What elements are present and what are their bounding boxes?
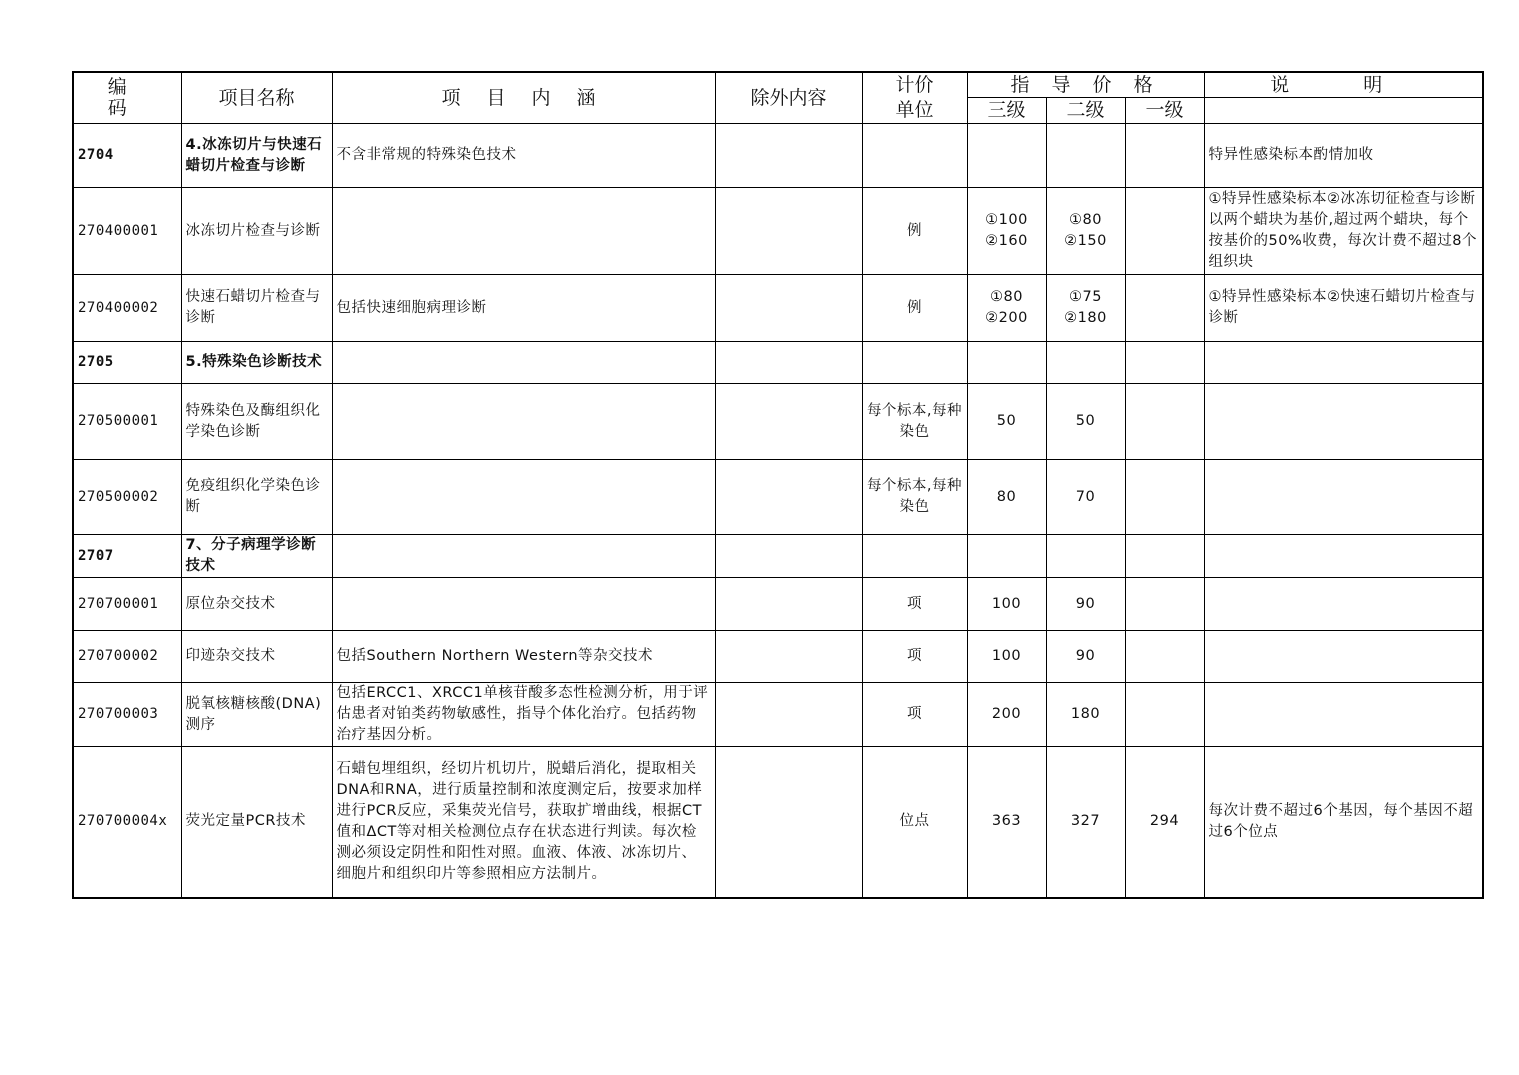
row-level2: 327 [1046, 747, 1125, 898]
row-code: 2705 [73, 342, 181, 384]
row-unit: 例 [862, 275, 967, 342]
row-code: 2704 [73, 124, 181, 188]
row-level3: 363 [967, 747, 1046, 898]
row-name: 原位杂交技术 [181, 578, 332, 631]
row-note [1204, 342, 1483, 384]
row-unit: 项 [862, 578, 967, 631]
row-note [1204, 460, 1483, 535]
header-exclusion: 除外内容 [715, 72, 862, 124]
row-note: 每次计费不超过6个基因，每个基因不超过6个位点 [1204, 747, 1483, 898]
row-code: 270700001 [73, 578, 181, 631]
row-level1 [1125, 384, 1204, 460]
header-level2: 二级 [1046, 98, 1125, 124]
table-row [73, 460, 1483, 535]
row-level3: 100 [967, 631, 1046, 683]
row-level3: 200 [967, 683, 1046, 747]
row-exclusion [715, 535, 862, 578]
row-content: 包括Southern Northern Western等杂交技术 [332, 631, 715, 683]
table-row [73, 124, 1483, 188]
row-level1 [1125, 460, 1204, 535]
row-level2: 50 [1046, 384, 1125, 460]
row-name: 免疫组织化学染色诊断 [181, 460, 332, 535]
row-level2 [1046, 535, 1125, 578]
row-level2: 90 [1046, 578, 1125, 631]
row-level2 [1046, 342, 1125, 384]
row-content [332, 384, 715, 460]
row-content [332, 188, 715, 275]
row-level1: 294 [1125, 747, 1204, 898]
header-unit: 计价 单位 [862, 72, 967, 124]
row-level3 [967, 124, 1046, 188]
row-code: 270400001 [73, 188, 181, 275]
row-level2: 90 [1046, 631, 1125, 683]
row-name: 7、分子病理学诊断技术 [181, 535, 332, 578]
row-content: 石蜡包埋组织，经切片机切片，脱蜡后消化，提取相关DNA和RNA，进行质量控制和浓度测定后，按要求加样进行PCR反应，采集荧光信号，获取扩增曲线，根据CT值和ΔCT等对相关检测位点存在状态进行判读。每次检测必须设定阴性和阳性对照。血液、体液、冰冻切片、细胞片和组织印片等参照相应方法制片。 [332, 747, 715, 898]
row-exclusion [715, 342, 862, 384]
row-note [1204, 578, 1483, 631]
row-level1 [1125, 124, 1204, 188]
table-row [73, 578, 1483, 631]
row-level1 [1125, 683, 1204, 747]
row-note: ①特异性感染标本②冰冻切征检查与诊断以两个蜡块为基价,超过两个蜡块，每个按基价的50%收费，每次计费不超过8个组织块 [1204, 188, 1483, 275]
row-unit: 项 [862, 631, 967, 683]
row-code: 2707 [73, 535, 181, 578]
row-level2: ①80 ②150 [1046, 188, 1125, 275]
row-level3: 80 [967, 460, 1046, 535]
row-level1 [1125, 631, 1204, 683]
row-code: 270500001 [73, 384, 181, 460]
row-level1 [1125, 578, 1204, 631]
row-exclusion [715, 188, 862, 275]
row-name: 荧光定量PCR技术 [181, 747, 332, 898]
row-content: 包括ERCC1、XRCC1单核苷酸多态性检测分析，用于评估患者对铂类药物敏感性，指导个体化治疗。包括药物治疗基因分析。 [332, 683, 715, 747]
row-level2: ①75 ②180 [1046, 275, 1125, 342]
row-level2 [1046, 124, 1125, 188]
row-note [1204, 535, 1483, 578]
row-level3: 50 [967, 384, 1046, 460]
row-exclusion [715, 683, 862, 747]
row-level1 [1125, 342, 1204, 384]
row-level3 [967, 342, 1046, 384]
row-note: 特异性感染标本酌情加收 [1204, 124, 1483, 188]
table-row [73, 188, 1483, 275]
row-level1 [1125, 535, 1204, 578]
row-name: 冰冻切片检查与诊断 [181, 188, 332, 275]
row-content [332, 342, 715, 384]
row-content [332, 535, 715, 578]
row-content [332, 460, 715, 535]
row-code: 270400002 [73, 275, 181, 342]
row-unit: 例 [862, 188, 967, 275]
header-guide-price: 指 导 价 格 [967, 72, 1204, 98]
row-level1 [1125, 275, 1204, 342]
header-code: 编 码 [73, 72, 181, 124]
row-unit [862, 535, 967, 578]
row-level3: 100 [967, 578, 1046, 631]
table-row [73, 275, 1483, 342]
row-exclusion [715, 747, 862, 898]
row-unit: 每个标本,每种染色 [862, 384, 967, 460]
row-name: 快速石蜡切片检查与诊断 [181, 275, 332, 342]
header-note: 说 明 [1204, 72, 1483, 98]
row-code: 270700003 [73, 683, 181, 747]
row-code: 270700002 [73, 631, 181, 683]
row-name: 特殊染色及酶组织化学染色诊断 [181, 384, 332, 460]
row-unit: 每个标本,每种染色 [862, 460, 967, 535]
row-note [1204, 683, 1483, 747]
table-row [73, 631, 1483, 683]
row-exclusion [715, 460, 862, 535]
header-level1: 一级 [1125, 98, 1204, 124]
row-name: 5.特殊染色诊断技术 [181, 342, 332, 384]
row-exclusion [715, 275, 862, 342]
row-note [1204, 631, 1483, 683]
row-exclusion [715, 578, 862, 631]
row-unit [862, 124, 967, 188]
row-level3: ①80 ②200 [967, 275, 1046, 342]
table-row [73, 747, 1483, 898]
row-level2: 180 [1046, 683, 1125, 747]
row-code: 270700004x [73, 747, 181, 898]
row-exclusion [715, 384, 862, 460]
row-unit [862, 342, 967, 384]
header-note-blank [1204, 98, 1483, 124]
table-row [73, 683, 1483, 747]
table-body [73, 124, 1483, 898]
row-content: 包括快速细胞病理诊断 [332, 275, 715, 342]
row-unit: 位点 [862, 747, 967, 898]
row-name: 印迹杂交技术 [181, 631, 332, 683]
table-row [73, 384, 1483, 460]
row-note: ①特异性感染标本②快速石蜡切片检查与诊断 [1204, 275, 1483, 342]
header-level3: 三级 [967, 98, 1046, 124]
row-exclusion [715, 124, 862, 188]
row-content [332, 578, 715, 631]
row-level3 [967, 535, 1046, 578]
row-name: 4.冰冻切片与快速石蜡切片检查与诊断 [181, 124, 332, 188]
row-note [1204, 384, 1483, 460]
row-unit: 项 [862, 683, 967, 747]
row-name: 脱氧核糖核酸(DNA)测序 [181, 683, 332, 747]
price-table [72, 71, 1484, 899]
row-exclusion [715, 631, 862, 683]
row-content: 不含非常规的特殊染色技术 [332, 124, 715, 188]
row-level1 [1125, 188, 1204, 275]
row-code: 270500002 [73, 460, 181, 535]
header-name: 项目名称 [181, 72, 332, 124]
header-content: 项 目 内 涵 [332, 72, 715, 124]
row-level2: 70 [1046, 460, 1125, 535]
table-row [73, 535, 1483, 578]
row-level3: ①100 ②160 [967, 188, 1046, 275]
table-row [73, 342, 1483, 384]
